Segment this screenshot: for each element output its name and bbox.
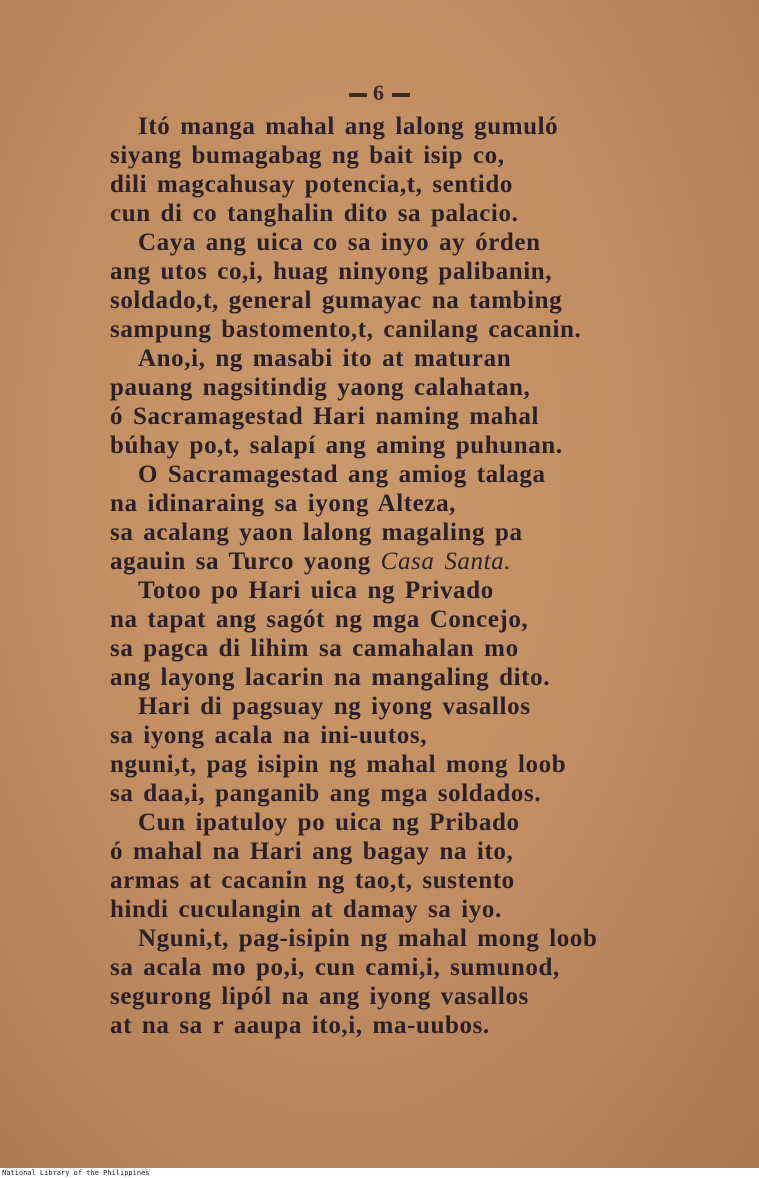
verse-line: Cun ipatuloy po uica ng Pribado xyxy=(138,809,520,836)
verse-line: na idinaraing sa iyong Alteza, xyxy=(110,490,457,517)
verse-line: na tapat ang sagót ng mga Concejo, xyxy=(110,606,529,633)
verse-line: sa acalang yaon lalong magaling pa xyxy=(110,519,523,546)
verse-line: ó mahal na Hari ang bagay na ito, xyxy=(110,838,514,865)
page-number-value: 6 xyxy=(373,80,386,105)
verse-line: siyang bumagabag ng bait isip co, xyxy=(110,142,505,169)
verse-line: pauang nagsitindig yaong calahatan, xyxy=(110,374,531,401)
verse-line: dili magcahusay potencia,t, sentido xyxy=(110,171,513,198)
verse-line: Nguni,t, pag-isipin ng mahal mong loob xyxy=(138,925,598,952)
verse-line: hindi cuculangin at damay sa iyo. xyxy=(110,896,502,923)
verse-line: ó Sacramagestad Hari naming mahal xyxy=(110,403,540,430)
verse-line: sa pagca di lihim sa camahalan mo xyxy=(110,635,519,662)
verse-line-text: agauin sa Turco yaong xyxy=(110,548,381,575)
library-credit: National Library of the Philippines xyxy=(2,1169,150,1177)
dash-right xyxy=(392,93,410,97)
italic-phrase: Casa Santa. xyxy=(380,548,512,575)
verse-line: nguni,t, pag isipin ng mahal mong loob xyxy=(110,751,567,778)
verse-line: sa daa,i, panganib ang mga soldados. xyxy=(110,780,542,807)
verse-line: sa iyong acala na ini-uutos, xyxy=(110,722,428,749)
dash-left xyxy=(349,93,367,97)
verse-line xyxy=(110,547,511,576)
verse-line: soldado,t, general gumayac na tambing xyxy=(110,287,563,314)
verse-line: O Sacramagestad ang amiog talaga xyxy=(138,461,546,488)
verse-line: segurong lipól na ang iyong vasallos xyxy=(110,983,529,1010)
verse-line: ang utos co,i, huag ninyong palibanin, xyxy=(110,258,553,285)
verse-line: ang layong lacarin na mangaling dito. xyxy=(110,664,551,691)
verse-line: sampung bastomento,t, canilang cacanin. xyxy=(110,316,582,343)
verse-line: cun di co tanghalin dito sa palacio. xyxy=(110,200,519,227)
poem-text xyxy=(0,112,759,1072)
verse-line: at na sa r aaupa ito,i, ma-uubos. xyxy=(110,1012,490,1039)
verse-line: Ano,i, ng masabi ito at maturan xyxy=(138,345,512,372)
verse-line: Hari di pagsuay ng iyong vasallos xyxy=(138,693,531,720)
verse-line: armas at cacanin ng tao,t, sustento xyxy=(110,867,515,894)
verse-line: Caya ang uica co sa inyo ay órden xyxy=(138,229,541,256)
verse-line: Itó manga mahal ang lalong gumuló xyxy=(138,113,559,140)
verse-line: sa acala mo po,i, cun cami,i, sumunod, xyxy=(110,954,560,981)
page-number xyxy=(0,80,759,106)
verse-line: búhay po,t, salapí ang aming puhunan. xyxy=(110,432,563,459)
verse-line: Totoo po Hari uica ng Privado xyxy=(138,577,494,604)
